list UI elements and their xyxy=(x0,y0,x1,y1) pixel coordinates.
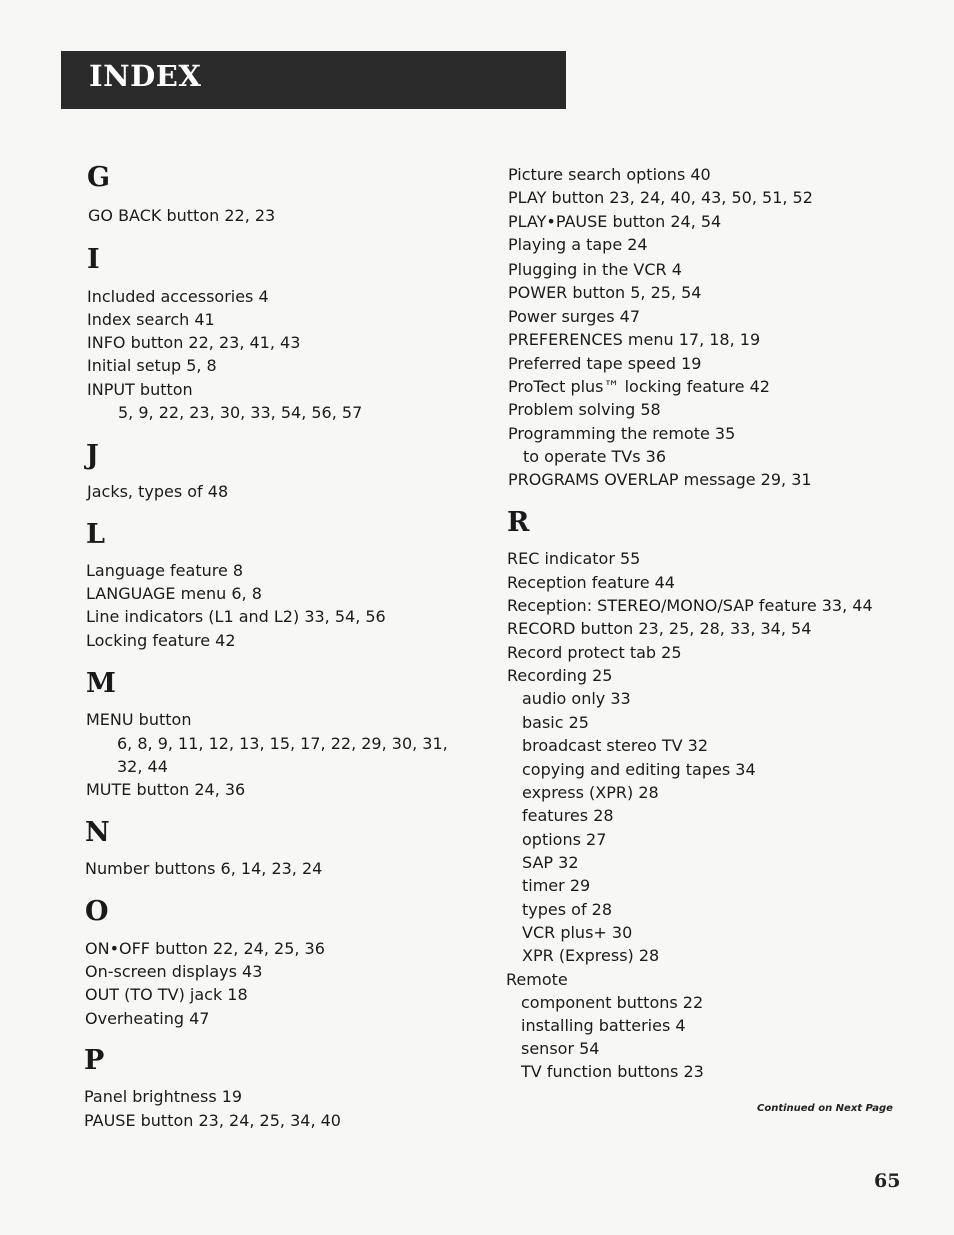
index-entry: On-screen displays 43 xyxy=(85,962,263,981)
page-title: INDEX xyxy=(89,59,202,93)
index-entry: Plugging in the VCR 4 xyxy=(508,260,682,279)
index-entry: INFO button 22, 23, 41, 43 xyxy=(87,333,301,352)
index-subentry: SAP 32 xyxy=(522,853,579,872)
index-subentry: copying and editing tapes 34 xyxy=(522,760,756,779)
section-letter-j: J xyxy=(86,440,99,471)
index-subentry: broadcast stereo TV 32 xyxy=(522,736,708,755)
index-entry: ProTect plus™ locking feature 42 xyxy=(508,377,770,396)
index-entry: Recording 25 xyxy=(507,666,613,685)
index-entry: Playing a tape 24 xyxy=(508,235,648,254)
index-subentry: 5, 9, 22, 23, 30, 33, 54, 56, 57 xyxy=(118,403,363,422)
index-subentry: TV function buttons 23 xyxy=(521,1062,704,1081)
index-subentry: XPR (Express) 28 xyxy=(522,946,660,965)
index-entry: Panel brightness 19 xyxy=(84,1087,243,1106)
index-entry: RECORD button 23, 25, 28, 33, 34, 54 xyxy=(507,619,812,638)
index-entry: Preferred tape speed 19 xyxy=(508,354,702,373)
index-subentry: 6, 8, 9, 11, 12, 13, 15, 17, 22, 29, 30, 31, xyxy=(117,734,448,753)
index-entry: Included accessories 4 xyxy=(87,287,269,306)
index-entry: PAUSE button 23, 24, 25, 34, 40 xyxy=(84,1111,341,1130)
index-entry: GO BACK button 22, 23 xyxy=(88,206,276,225)
index-subentry: features 28 xyxy=(522,806,614,825)
index-entry: Programming the remote 35 xyxy=(508,424,736,443)
index-entry: Picture search options 40 xyxy=(508,165,711,184)
index-header-banner xyxy=(61,51,566,109)
index-entry: MENU button xyxy=(86,710,192,729)
index-entry: OUT (TO TV) jack 18 xyxy=(85,985,248,1004)
index-entry: REC indicator 55 xyxy=(507,549,641,568)
index-entry: PREFERENCES menu 17, 18, 19 xyxy=(508,330,761,349)
index-entry: Remote xyxy=(506,970,568,989)
index-subentry: basic 25 xyxy=(522,713,589,732)
index-entry: Reception feature 44 xyxy=(507,573,675,592)
index-entry: POWER button 5, 25, 54 xyxy=(508,283,702,302)
index-entry: PLAY button 23, 24, 40, 43, 50, 51, 52 xyxy=(508,188,813,207)
index-entry: Number buttons 6, 14, 23, 24 xyxy=(85,859,323,878)
index-subentry: sensor 54 xyxy=(521,1039,600,1058)
index-entry: Locking feature 42 xyxy=(86,631,236,650)
index-entry: INPUT button xyxy=(87,380,193,399)
section-letter-o: O xyxy=(85,896,109,927)
index-entry: Jacks, types of 48 xyxy=(87,482,229,501)
section-letter-l: L xyxy=(86,519,105,550)
page-number: 65 xyxy=(874,1170,901,1192)
section-letter-n: N xyxy=(85,817,110,848)
index-subentry: express (XPR) 28 xyxy=(522,783,659,802)
section-letter-g: G xyxy=(87,162,111,193)
section-letter-p: P xyxy=(84,1045,105,1076)
index-entry: MUTE button 24, 36 xyxy=(86,780,246,799)
index-entry: Initial setup 5, 8 xyxy=(87,356,217,375)
index-entry: PLAY•PAUSE button 24, 54 xyxy=(508,212,722,231)
index-subentry: VCR plus+ 30 xyxy=(522,923,633,942)
index-entry: Reception: STEREO/MONO/SAP feature 33, 44 xyxy=(507,596,873,615)
index-subentry: types of 28 xyxy=(522,900,613,919)
index-entry: Overheating 47 xyxy=(85,1009,210,1028)
index-entry: LANGUAGE menu 6, 8 xyxy=(86,584,262,603)
index-entry: Problem solving 58 xyxy=(508,400,661,419)
index-entry: PROGRAMS OVERLAP message 29, 31 xyxy=(508,470,812,489)
index-entry: Record protect tab 25 xyxy=(507,643,682,662)
index-subentry: installing batteries 4 xyxy=(521,1016,686,1035)
index-entry: Language feature 8 xyxy=(86,561,244,580)
continued-note: Continued on Next Page xyxy=(757,1103,893,1114)
index-entry: Line indicators (L1 and L2) 33, 54, 56 xyxy=(86,607,386,626)
index-subentry: audio only 33 xyxy=(522,689,631,708)
index-entry: Index search 41 xyxy=(87,310,215,329)
section-letter-r: R xyxy=(507,507,530,538)
index-entry: ON•OFF button 22, 24, 25, 36 xyxy=(85,939,325,958)
index-subentry: component buttons 22 xyxy=(521,993,704,1012)
section-letter-m: M xyxy=(86,668,116,699)
index-subentry: timer 29 xyxy=(522,876,591,895)
section-letter-i: I xyxy=(87,244,100,275)
index-subentry: to operate TVs 36 xyxy=(523,447,667,466)
index-subentry: options 27 xyxy=(522,830,607,849)
index-entry: Power surges 47 xyxy=(508,307,641,326)
index-subentry: 32, 44 xyxy=(117,757,168,776)
